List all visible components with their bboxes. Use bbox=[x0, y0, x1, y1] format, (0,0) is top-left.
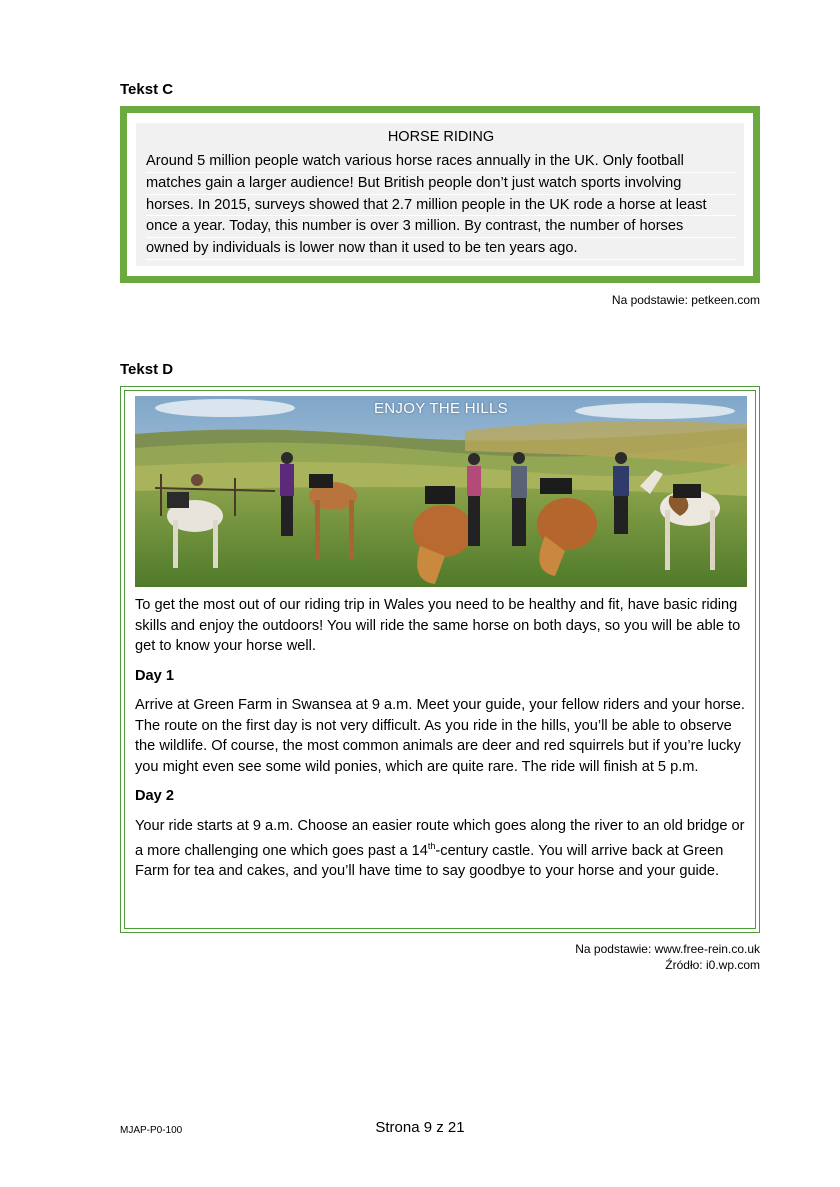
text-d-box bbox=[120, 386, 760, 933]
page-number: Strona 9 z 21 bbox=[375, 1119, 465, 1136]
text-d-source-line-2: Źródło: i0.wp.com bbox=[665, 958, 760, 972]
text-d-source bbox=[575, 941, 760, 973]
text-c-line: once a year. Today, this number is over 3 million. By contrast, the number of horses bbox=[146, 216, 736, 238]
text-d-heading: Tekst D bbox=[120, 361, 174, 378]
rider-figure bbox=[280, 452, 294, 536]
rider-figure bbox=[467, 453, 481, 546]
day-1-text: Arrive at Green Farm in Swansea at 9 a.m. Meet your guide, your fellow riders and your horse. The route on the first day is not very difficult. As you ride in the hills, you’ll be able to observe the wildlife. Of course, the most common animals are deer and red squirrels but if you’re lucky you might even see some wild ponies, which are quite rare. The ride will finish at 5 p.m. bbox=[135, 697, 745, 775]
day-2-text-start: Your ride starts at 9 a.m. Choose an easier route which goes along the river to an old bridge or a more challenging one which goes past a 14 bbox=[135, 817, 745, 859]
text-c-paragraph bbox=[146, 151, 736, 260]
text-c-source: Na podstawie: petkeen.com bbox=[611, 293, 760, 307]
text-d-source-line-1: Na podstawie: www.free-rein.co.uk bbox=[575, 942, 760, 956]
text-c-line: horses. In 2015, surveys showed that 2.7 million people in the UK rode a horse at least bbox=[146, 195, 736, 217]
day-2-heading: Day 2 bbox=[135, 788, 174, 804]
text-d-inner bbox=[124, 390, 756, 929]
day-1-heading: Day 1 bbox=[135, 667, 174, 684]
text-c-line: matches gain a larger audience! But British people don’t just watch sports involving bbox=[146, 173, 736, 195]
text-c-line: Around 5 million people watch various horse races annually in the UK. Only football bbox=[146, 151, 736, 173]
day-2-text-end: -century castle. You will arrive back at Green Farm for tea and cakes, and you’ll have time to say goodbye to your horse and your guide. bbox=[135, 842, 724, 880]
rider-figure bbox=[511, 452, 527, 546]
exam-code: MJAP-P0-100 bbox=[120, 1125, 183, 1136]
text-d-intro: To get the most out of our riding trip in Wales you need to be healthy and fit, have basic riding skills and enjoy the outdoors! You will ride the same horse on both days, so you will be able to get to know your horse well. bbox=[135, 597, 741, 654]
text-c-line: owned by individuals is lower now than it used to be ten years ago. bbox=[146, 238, 736, 260]
text-c-heading: Tekst C bbox=[120, 81, 174, 98]
text-c-inner bbox=[136, 123, 744, 266]
text-d-body bbox=[135, 595, 747, 891]
photo-title: ENJOY THE HILLS bbox=[374, 400, 508, 417]
text-c-box bbox=[120, 106, 760, 283]
ordinal-suffix: th bbox=[427, 841, 436, 851]
hills-riding-photo bbox=[135, 396, 747, 587]
landscape-illustration bbox=[135, 396, 747, 587]
day-2-text bbox=[135, 816, 747, 882]
text-c-title: HORSE RIDING bbox=[387, 129, 495, 145]
